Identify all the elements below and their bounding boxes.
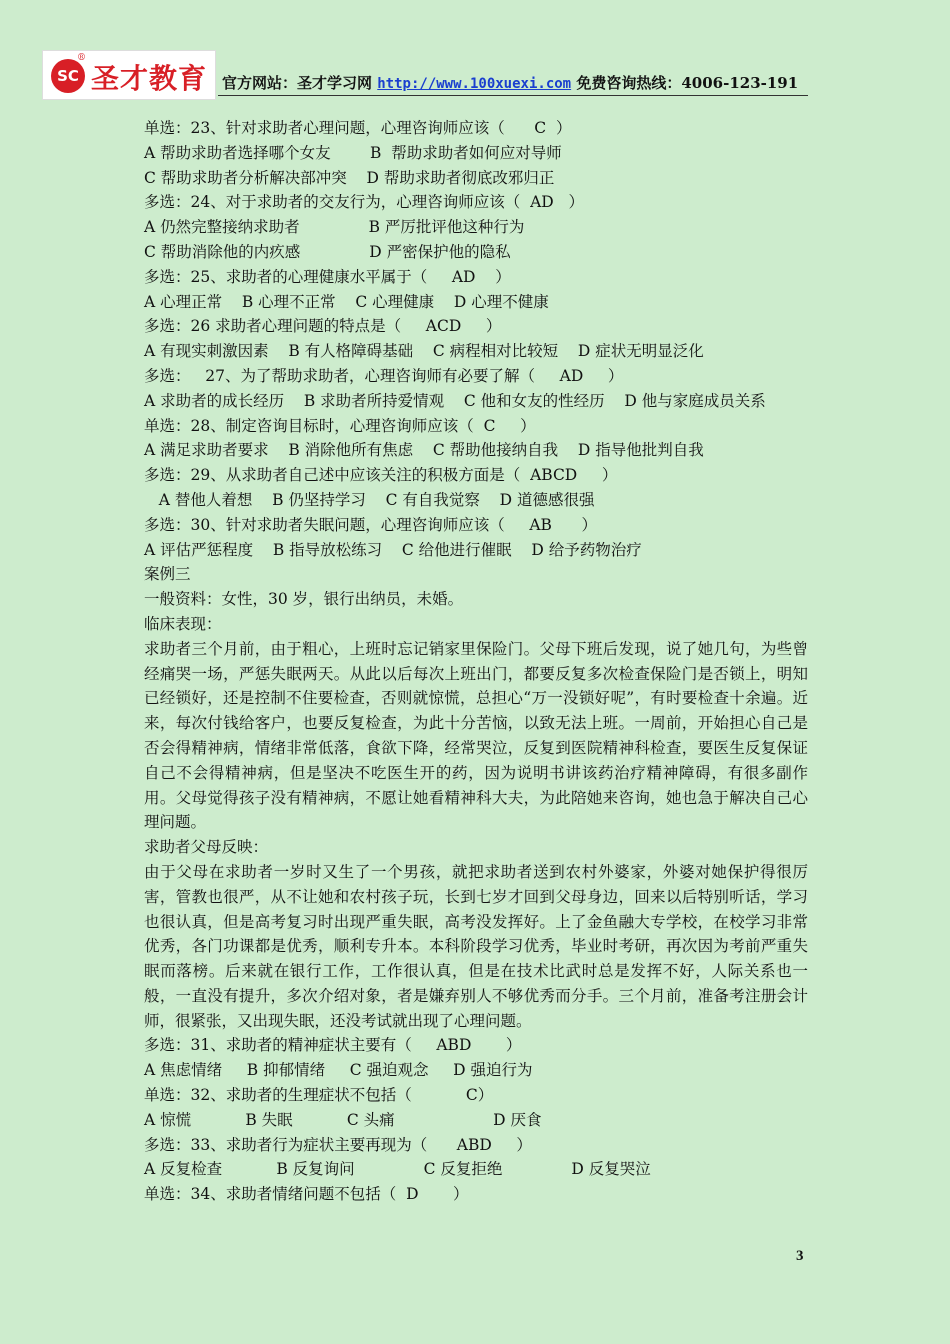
question-line: 单选：23、针对求助者心理问题，心理咨询师应该（ C ） [144, 119, 572, 137]
registered-mark: ® [77, 53, 86, 63]
document-body [144, 116, 808, 1207]
options-line: A 惊慌 B 失眠 C 头痛 D 厌食 [144, 1110, 542, 1129]
site-label: 官方网站：圣才学习网 [222, 74, 373, 92]
case-heading: 案例三 [144, 565, 191, 584]
parent-paragraph: 由于父母在求助者一岁时又生了一个男孩，就把求助者送到农村外婆家，外婆对她保护得很厉害，管教也很严，从不让她和农村孩子玩，长到七岁才回到父母身边，回来以后特别听话，学习也很认真，但是高考复习时出现严重失眠，高考没发挥好。上了金鱼融大专学校，在校学习非常优秀，各门功课都是优秀，顺利专升本。本科阶段学习优秀，毕业时考研，再次因为考前严重失眠而落榜。后来就在银行工作，工作很认真，但是在技术比武时总是发挥不好，人际关系也一般，一直没有提升，多次介绍对象，者是嫌弃别人不够优秀而分手。三个月前，准备考注册会计师，很紧张，又出现失眠，还没考试就出现了心理问题。 [144, 862, 808, 1030]
general-info: 一般资料：女性，30 岁，银行出纳员，未婚。 [144, 590, 464, 609]
website-link[interactable]: http://www.100xuexi.com [377, 76, 572, 92]
hotline: 免费咨询热线：4006-123-191 [576, 74, 799, 92]
question-line: 多选：33、求助者行为症状主要再现为（ ABD ） [144, 1135, 532, 1154]
header-divider [218, 95, 808, 96]
options-line: A 替他人着想 B 仍坚持学习 C 有自我觉察 D 道德感很强 [144, 490, 595, 509]
page-number: 3 [796, 1248, 804, 1264]
question-line: 多选：31、求助者的精神症状主要有（ ABD ） [144, 1036, 522, 1055]
parent-heading: 求助者父母反映： [144, 838, 269, 857]
page-header [42, 50, 808, 100]
options-line: A 帮助求助者选择哪个女友 B 帮助求助者如何应对导师 [144, 143, 562, 162]
shengcai-logo [42, 50, 216, 100]
options-line: A 满足求助者要求 B 消除他所有焦虑 C 帮助他接纳自我 D 指导他批判自我 [144, 441, 704, 460]
options-line: A 求助者的成长经历 B 求助者所持爱情观 C 他和女友的性经历 D 他与家庭成员关系 [144, 391, 766, 410]
question-line: 多选：24、对于求助者的交友行为，心理咨询师应该（ AD ） [144, 193, 584, 212]
logo-badge: SC [51, 59, 85, 93]
question-line: 多选：25、求助者的心理健康水平属于（ AD ） [144, 267, 511, 286]
options-line: A 反复检查 B 反复询问 C 反复拒绝 D 反复哭泣 [144, 1160, 651, 1179]
options-line: A 仍然完整接纳求助者 B 严厉批评他这种行为 [144, 218, 525, 237]
question-line: 单选：34、求助者情绪问题不包括（ D ） [144, 1185, 469, 1204]
logo-text: 圣才教育 [91, 62, 208, 95]
options-line: C 帮助消除他的内疚感 D 严密保护他的隐私 [144, 242, 511, 261]
header-info [222, 72, 798, 93]
question-line: 单选：28、制定咨询目标时，心理咨询师应该（ C ） [144, 416, 536, 435]
clinical-paragraph: 求助者三个月前，由于粗心，上班时忘记销家里保险门。父母下班后发现，说了她几句，为些曾经痛哭一场，严惩失眠两天。从此以后每次上班出门，都要反复多次检查保险门是否锁上，明知已经锁好，还是控制不住要检查，否则就惊慌，总担心“万一没锁好呢”，有时要检查十余遍。近来，每次付钱给客户，也要反复检查，为此十分苦恼，以致无法上班。一周前，开始担心自己是否会得精神病，情绪非常低落，食欲下降，经常哭泣，反复到医院精神科检查，要医生反复保证自己不会得精神病，但是坚决不吃医生开的药，因为说明书讲该药治疗精神障碍，有很多副作用。父母觉得孩子没有精神病，不愿让她看精神科大夫，为此陪她来咨询，她也急于解决自己心理问题。 [144, 639, 808, 832]
question-line: 多选：30、针对求助者失眠问题，心理咨询师应该（ AB ） [144, 515, 598, 534]
options-line: A 焦虑情绪 B 抑郁情绪 C 强迫观念 D 强迫行为 [144, 1061, 533, 1080]
options-line: A 心理正常 B 心理不正常 C 心理健康 D 心理不健康 [144, 292, 549, 311]
options-line: A 有现实刺激因素 B 有人格障碍基础 C 病程相对比较短 D 症状无明显泛化 [144, 342, 704, 361]
question-line: 多选：29、从求助者自己述中应该关注的积极方面是（ ABCD ） [144, 466, 618, 485]
question-line: 单选：32、求助者的生理症状不包括（ C） [144, 1086, 494, 1105]
question-line: 多选：26 求助者心理问题的特点是（ ACD ） [144, 317, 502, 336]
options-line: C 帮助求助者分析解决部冲突 D 帮助求助者彻底改邪归正 [144, 168, 555, 187]
question-line: 多选： 27、为了帮助求助者，心理咨询师有必要了解（ AD ） [144, 366, 624, 385]
options-line: A 评估严惩程度 B 指导放松练习 C 给他进行催眠 D 给予药物治疗 [144, 540, 642, 559]
clinical-heading: 临床表现： [144, 614, 222, 633]
